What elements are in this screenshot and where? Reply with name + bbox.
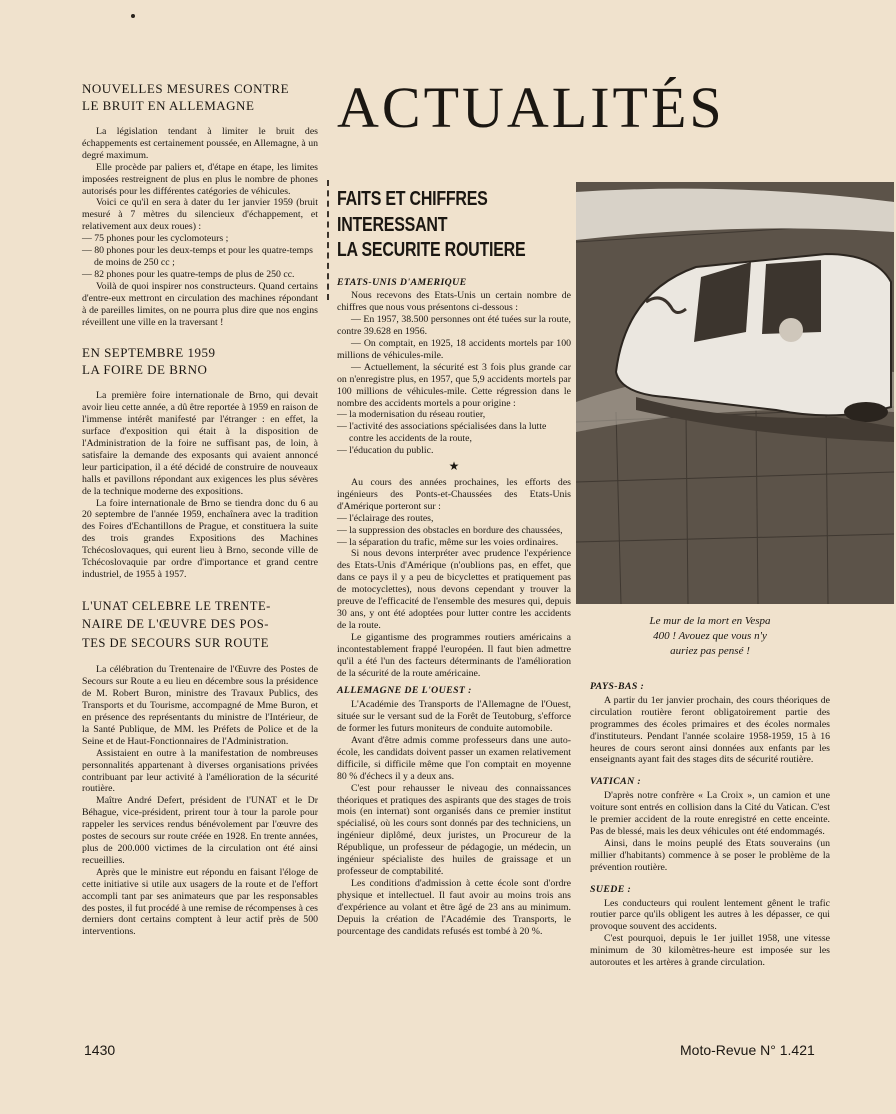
- title-line: FAITS ET CHIFFRES: [337, 187, 488, 210]
- caption-line: auriez pas pensé !: [670, 645, 750, 657]
- section-heading-pays-bas: PAYS-BAS :: [590, 681, 645, 692]
- list-item: — l'éclairage des routes,: [337, 512, 434, 524]
- magazine-issue: Moto-Revue N° 1.421: [680, 1042, 815, 1058]
- origins-list: [337, 409, 571, 457]
- paragraph: C'est pour rehausser le niveau des connaissances théoriques et pratiques des aspirants que des stages de trois mois (en internat) sont organisés dans ce premier institut spécialisé, où les cours sont donnés par des techniciens, un ingénieur diplômé, deux juristes, un Procureur de la République, un professeur de pédagogie, un médecin, un ingénieur spécialiste des huiles de graissage et un professeur de comptabilité.: [337, 782, 571, 877]
- list-item: — 80 phones pour les deux-temps et pour les quatre-temps de moins de 250 cc ;: [82, 245, 313, 268]
- article-body-bruit: [82, 126, 318, 328]
- list-item: — l'activité des associations spécialisées dans la lutte contre les accidents de la route,: [337, 421, 547, 445]
- paragraph: La célébration du Trentenaire de l'Œuvre des Postes de Secours sur Route a eu lieu en décembre sous la présidence de M. Robert Buron, ministre des Travaux Publics, des Transports et du Tourisme, accompagné de Mme Buron, et en présence des représentants du ministre de l'Intérieur, de la Santé Publique, de MM. les Préfets de Police et de la Seine et de Haut-Fonctionnaires de l'Administration.: [82, 664, 318, 747]
- ink-dot: [131, 14, 135, 18]
- title-line: INTERESSANT: [337, 212, 448, 236]
- paragraph: Assistaient en outre à la manifestation de nombreuses personnalités appartenant à diverses organisations privées contribuant par leur activité à l'amélioration de la sécurité routière.: [82, 747, 318, 795]
- title-line: NOUVELLES MESURES CONTRE: [82, 81, 290, 96]
- paragraph: Avant d'être admis comme professeurs dans une auto-école, les candidats doivent passer un examen relativement difficile, si difficile même que l'on comptait en moyenne 80 % d'échecs il y a deux ans.: [337, 735, 571, 782]
- paragraph: Elle procède par paliers et, d'étape en étape, les limites imposées restreignent de plus en plus le nombre de phones autorisés pour les différentes catégories de véhicules.: [82, 161, 318, 197]
- paragraph: Si nous devons interpréter avec prudence l'expérience des Etats-Unis d'Amérique (n'oublions pas, en effet, que dans ce pays il y a peu de bicyclettes et pratiquement pas de motocyclettes), nous devons cependant y trouver la preuve de l'efficacité de l'ensemble des mesures qui, depuis 30 ans, y ont été adoptées pour lutter contre les accidents de la route.: [337, 548, 571, 631]
- left-column: [82, 80, 318, 938]
- section-heading-usa: ETATS-UNIS D'AMERIQUE: [337, 276, 467, 288]
- paragraph: Voici ce qu'il en sera à dater du 1er janvier 1959 (bruit mesuré à 7 mètres du silencieux d'échappement, et relativement aux deux roues) :: [82, 197, 318, 233]
- article-body-brno: [82, 390, 318, 581]
- paragraph: Ainsi, dans le moins peuplé des Etats souverains (un millier d'habitants) commence à se poser le problème de la prévention routière.: [590, 837, 830, 873]
- title-line: NAIRE DE L'ŒUVRE DES POS-: [82, 617, 269, 632]
- paragraph: La première foire internationale de Brno, qui devait avoir lieu cette année, a dû être reportée à 1959 en raison de l'immense intérêt manifesté par l'étranger : en effet, la surface d'exposition qui était à la disposition de l'Administration de la foire ne suffisant pas, de loin, à satisfaire la demande des exposants qui avaient annoncé leur participation, il a été décidé de construire de nouveaux halls et pavillons répondant aux exigences les plus sévères de la technique moderne des expositions.: [82, 390, 318, 497]
- article-body-faits: [337, 277, 571, 938]
- efforts-list: [337, 513, 571, 549]
- title-line: TES DE SECOURS SUR ROUTE: [82, 635, 269, 650]
- section-heading-suede: SUEDE :: [590, 883, 632, 895]
- title-line: L'UNAT CELEBRE LE TRENTE-: [82, 598, 271, 613]
- title-line: EN SEPTEMBRE 1959: [82, 345, 216, 361]
- article-title-bruit: [82, 80, 318, 114]
- paragraph: Maître André Defert, président de l'UNAT et le Dr Béhague, vice-président, prirent tour à tour la parole pour rappeler les services rendus bénévolement par l'œuvre des postes de secours sur route créée en 1928. En trente années, plus de 200.000 victimes de la circulation ont été ainsi recueillies.: [82, 795, 318, 866]
- photo-caption: [610, 614, 810, 659]
- wall-of-death-photo: [576, 182, 894, 604]
- list-item: — la suppression des obstacles en bordure des chaussées,: [337, 524, 563, 536]
- paragraph: La législation tendant à limiter le bruit des échappements est certainement poussée, en Allemagne, à un degré maximum.: [82, 126, 318, 161]
- star-separator: ★: [448, 459, 460, 474]
- list-item: — la séparation du trafic, même sur les voies ordinaires.: [337, 536, 559, 548]
- box-title-faits: [337, 186, 526, 263]
- paragraph: L'Académie des Transports de l'Allemagne de l'Ouest, située sur le versant sud de la Forêt de Teutoburg, s'efforce de former les futurs moniteurs de conduite automobile.: [337, 699, 571, 735]
- section-heading-vatican: VATICAN :: [590, 776, 642, 788]
- caption-line: Le mur de la mort en Vespa: [649, 615, 771, 627]
- list-item: — l'éducation du public.: [337, 445, 434, 457]
- paragraph: — On comptait, en 1925, 18 accidents mortels par 100 millions de véhicules-mile.: [337, 338, 571, 361]
- paragraph: Au cours des années prochaines, les efforts des ingénieurs des Ponts-et-Chaussées des Etats-Unis d'Amérique porteront sur :: [337, 477, 571, 512]
- title-line: LA SECURITE ROUTIERE: [337, 238, 526, 261]
- section-heading-allemagne: ALLEMAGNE DE L'OUEST :: [337, 685, 472, 697]
- caption-line: 400 ! Avouez que vous n'y: [653, 630, 767, 642]
- paragraph: — Actuellement, la sécurité est 3 fois plus grande car on n'enregistre plus, en 1957, que 5,9 accidents mortels par 100 millions de véhicules-mile. Cette régression dans le nombre des accidents mortels a pour origine :: [337, 361, 571, 409]
- phones-list: [82, 233, 318, 281]
- title-line: LE BRUIT EN ALLEMAGNE: [82, 98, 255, 113]
- middle-column: [337, 186, 571, 937]
- article-body-unat: [82, 664, 318, 938]
- paragraph: D'après notre confrère « La Croix », un camion et une voiture sont entrés en collision dans la Cité du Vatican. C'est le premier accident de la route enregistré en cette enceinte. Pas de blessé, mais les deux véhicules ont été endommagés.: [590, 790, 830, 837]
- list-item: — la modernisation du réseau routier,: [337, 409, 486, 421]
- masthead-title: ACTUALITÉS: [337, 75, 725, 140]
- photo-image: [576, 182, 894, 604]
- list-item: — 82 phones pour les quatre-temps de plus de 250 cc.: [82, 268, 295, 280]
- paragraph: Après que le ministre eut répondu en faisant l'éloge de cette initiative si utile aux usagers de la route et de l'effort accompli tant par ses animateurs que par les responsables des postes, il fut procédé à une remise de récompenses à ces derniers dont certains comptent à leur actif près de 500 interventions.: [82, 866, 318, 938]
- paragraph: C'est pourquoi, depuis le 1er juillet 1958, une vitesse minimum de 30 kilomètres-heure est imposée sur les autoroutes et les artères à grande circulation.: [590, 933, 830, 969]
- page-number: 1430: [84, 1042, 116, 1058]
- paragraph: Voilà de quoi inspirer nos constructeurs. Quand certains d'entre-eux mettront en circulation des machines répondant à de pareilles limites, on ne pourra plus dire que nos engins réveillent une ville en la traversant !: [82, 280, 318, 328]
- paragraph: A partir du 1er janvier prochain, des cours théoriques de circulation routière feront obligatoirement partie des programmes des écoles primaires et des écoles normales d'instituteurs. Pendant l'année scolaire 1958-1959, 15 à 16 heures de cours seront ainsi données aux enfants par les enseignants ayant fait des stages dits de sécurité routière.: [590, 694, 830, 766]
- paragraph: Nous recevons des Etats-Unis un certain nombre de chiffres que nous vous présentons ci-dessous :: [337, 290, 571, 314]
- list-item: — 75 phones pour les cyclomoteurs ;: [82, 233, 229, 245]
- paragraph: La foire internationale de Brno se tiendra donc du 6 au 20 septembre de l'année 1959, enchaînera avec la tradition des Foires d'Echantillons de Prague, et constituera la suite des trois grandes Expositions des Machines Tchécoslovaques, qui eurent lieu à Brno, seconde ville de Tchécoslovaquie par ordre d'importance et grand centre industriel, de 1955 à 1957.: [82, 497, 318, 580]
- paragraph: Les conditions d'admission à cette école sont d'ordre physique et intellectuel. Il faut avoir au moins trois ans d'expérience au volant et être âgé de 23 ans au minimum. Depuis la création de l'Académie des Transports, le pourcentage des candidats refusés est tombé à 20 %.: [337, 877, 571, 937]
- right-column: [590, 614, 830, 969]
- paragraph: Le gigantisme des programmes routiers américains a incontestablement frappé l'européen. Il faut bien admettre qu'il a été l'un des facteurs déterminants de l'amélioration de la sécurité de la route américaine.: [337, 631, 571, 679]
- paragraph: Les conducteurs qui roulent lentement gênent le trafic routier parce qu'ils obligent les autres à les dépasser, ce qui provoque souvent des accidents.: [590, 897, 830, 933]
- title-line: LA FOIRE DE BRNO: [82, 362, 208, 378]
- box-border: [327, 180, 329, 300]
- paragraph: — En 1957, 38.500 personnes ont été tuées sur la route, contre 39.628 en 1956.: [337, 314, 571, 338]
- article-body-right: [590, 681, 830, 969]
- article-title-unat: [82, 597, 318, 653]
- article-title-brno: [82, 344, 318, 378]
